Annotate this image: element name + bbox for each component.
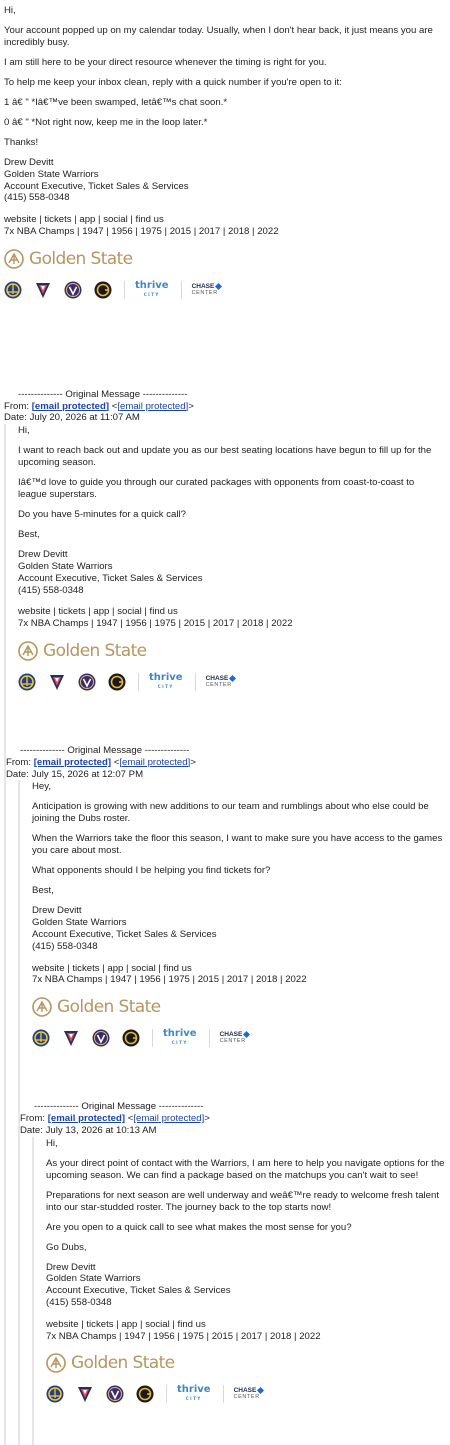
paragraph: As your direct point of contact with the Warriors, I am here to help you navigate options for the upcoming season. We can find a package based on the matchups you can't wait to see!	[46, 1157, 445, 1181]
original-separator: -------------- Original Message --------------	[18, 388, 188, 400]
champs-line: 7x NBA Champs | 1947 | 1956 | 1975 | 2015 | 2017 | 2018 | 2022	[46, 1330, 321, 1342]
sender-name: Drew Devitt	[18, 549, 68, 561]
paragraph: Your account popped up on my calendar today. Usually, when I don't hear back, it just means you are incredibly busy.	[4, 25, 433, 48]
greeting: Hi,	[18, 425, 30, 437]
signature	[32, 905, 445, 1049]
chase-text: CHASE	[191, 282, 215, 290]
signature	[4, 157, 445, 301]
brand-logos	[18, 671, 445, 693]
santa-cruz-warriors-icon[interactable]	[48, 673, 66, 691]
logo-divider	[209, 1029, 210, 1047]
golden-state-wordmark	[32, 996, 445, 1018]
date-label: Date:	[20, 1124, 43, 1136]
wordmark-text: Golden State	[71, 1353, 175, 1374]
greeting: Hey,	[32, 781, 52, 793]
brand-logos	[32, 1027, 445, 1049]
signature-block	[46, 1262, 445, 1309]
logo-divider	[195, 673, 196, 691]
center-text: CENTER	[219, 1038, 246, 1045]
message-date: July 15, 2026 at 12:07 PM	[31, 768, 144, 780]
wordmark-text: Golden State	[43, 640, 147, 661]
original-header: -------------- Original Message -------------- From: [email protected] <[email protected]> Date: July 15, 2026 at 12:07 PM	[18, 745, 445, 780]
golden-guardians-icon[interactable]	[108, 673, 126, 691]
chase-octagon-icon	[257, 1387, 264, 1394]
thrive-city-logo[interactable]	[149, 673, 183, 691]
logo-divider	[223, 1385, 224, 1403]
santa-cruz-warriors-icon[interactable]	[62, 1029, 80, 1047]
signature-block	[32, 905, 445, 952]
paragraph: Preparations for next season are well underway and weâ€™re ready to welcome fresh talent into our star-studded roster. The journey back to the top starts now!	[46, 1189, 440, 1213]
sender-org: Golden State Warriors	[46, 1273, 141, 1285]
chase-center-logo[interactable]	[206, 675, 236, 689]
from-label: From:	[4, 400, 30, 412]
brand-logos	[4, 279, 445, 301]
champs-line: 7x NBA Champs | 1947 | 1956 | 1975 | 2015 | 2017 | 2018 | 2022	[32, 974, 307, 986]
quoted-message	[32, 1137, 445, 1445]
golden-guardians-icon[interactable]	[122, 1029, 140, 1047]
sender-phone: (415) 558-0348	[32, 940, 98, 952]
santa-cruz-warriors-icon[interactable]	[76, 1385, 94, 1403]
golden-state-emblem-icon	[46, 1353, 66, 1373]
champs-line: 7x NBA Champs | 1947 | 1956 | 1975 | 2015 | 2017 | 2018 | 2022	[4, 225, 279, 237]
from-label: From:	[6, 756, 32, 768]
paragraph: I want to reach back out and update you as our best seating locations have begun to fill up for the upcoming season.	[18, 445, 432, 469]
valkyries-logo-icon[interactable]	[92, 1029, 110, 1047]
email-link[interactable]: [email protected]	[117, 400, 189, 412]
signature	[18, 549, 445, 693]
thrive-city-logo[interactable]	[163, 1029, 197, 1047]
paragraph: Iâ€™d love to guide you through our curated packages with opponents from coast-to-coast to league superstars.	[18, 477, 415, 501]
logo-divider	[166, 1385, 167, 1403]
original-separator: -------------- Original Message --------------	[20, 744, 190, 756]
golden-state-wordmark	[4, 248, 445, 270]
quoted-message	[18, 780, 445, 1445]
link-row[interactable]: website | tickets | app | social | find us	[32, 962, 192, 974]
link-row[interactable]: website | tickets | app | social | find us	[4, 214, 164, 226]
signature-links	[18, 606, 445, 630]
warriors-logo-icon[interactable]	[46, 1385, 64, 1403]
greeting: Hi,	[46, 1137, 58, 1149]
signature	[46, 1262, 445, 1406]
center-text: CENTER	[205, 681, 232, 688]
original-header: -------------- Original Message -------------- From: [email protected] <[email protected]> Date: July 20, 2026 at 11:07 AM	[4, 389, 445, 424]
email-link[interactable]: [email protected]	[119, 756, 191, 768]
message-date: July 13, 2026 at 10:13 AM	[45, 1124, 157, 1136]
chase-octagon-icon	[229, 675, 236, 682]
message-date: July 20, 2026 at 11:07 AM	[29, 412, 140, 424]
champs-line: 7x NBA Champs | 1947 | 1956 | 1975 | 2015 | 2017 | 2018 | 2022	[18, 618, 293, 630]
date-label: Date:	[6, 768, 29, 780]
paragraph: Thanks!	[4, 137, 39, 148]
logo-divider	[124, 281, 125, 299]
sender-phone: (415) 558-0348	[46, 1296, 112, 1308]
sender-phone: (415) 558-0348	[18, 584, 84, 596]
valkyries-logo-icon[interactable]	[78, 673, 96, 691]
warriors-logo-icon[interactable]	[32, 1029, 50, 1047]
sender-org: Golden State Warriors	[4, 168, 99, 180]
wordmark-text: Golden State	[29, 248, 133, 269]
top-message	[4, 5, 445, 301]
paragraph: Best,	[18, 529, 40, 541]
sender-title: Account Executive, Ticket Sales & Services	[18, 572, 203, 584]
thrive-city-text: CITY	[171, 1040, 188, 1046]
chase-octagon-icon	[243, 1031, 250, 1038]
santa-cruz-warriors-icon[interactable]	[34, 281, 52, 299]
signature-links	[46, 1319, 445, 1343]
thrive-city-logo[interactable]	[135, 281, 169, 299]
paragraph: What opponents should I be helping you find tickets for?	[32, 865, 271, 877]
email-link[interactable]: [email protected]	[31, 400, 110, 412]
valkyries-logo-icon[interactable]	[64, 281, 82, 299]
paragraph: Anticipation is growing with new additions to our team and rumblings about who else could be joining the Dubs roster.	[32, 801, 429, 825]
chase-center-logo[interactable]	[234, 1387, 264, 1401]
center-text: CENTER	[191, 289, 218, 296]
thrive-city-text: CITY	[143, 291, 160, 297]
signature-block	[18, 549, 445, 596]
paragraph: I am still here to be your direct resource whenever the timing is right for you.	[4, 57, 327, 68]
signature-links	[4, 214, 445, 238]
greeting: Hi,	[4, 5, 16, 16]
warriors-logo-icon[interactable]	[18, 673, 36, 691]
paragraph: To help me keep your inbox clean, reply with a quick number if you're open to it:	[4, 77, 342, 88]
sender-phone: (415) 558-0348	[4, 192, 70, 204]
golden-state-wordmark	[18, 640, 445, 662]
thrive-city-text: CITY	[157, 683, 174, 689]
logo-divider	[181, 281, 182, 299]
signature-links	[32, 963, 445, 987]
sender-name: Drew Devitt	[32, 905, 82, 917]
paragraph: 1 â€ " *Iâ€™ve been swamped, letâ€™s chat soon.*	[4, 97, 228, 108]
email-link[interactable]: [email protected]	[33, 756, 112, 768]
chase-octagon-icon	[215, 283, 222, 290]
golden-state-wordmark	[46, 1352, 445, 1374]
sender-org: Golden State Warriors	[18, 560, 113, 572]
logo-divider	[138, 673, 139, 691]
sender-title: Account Executive, Ticket Sales & Services	[32, 928, 217, 940]
thrive-text: thrive	[163, 1028, 197, 1040]
link-row[interactable]: website | tickets | app | social | find us	[18, 606, 178, 618]
paragraph: Go Dubs,	[46, 1241, 87, 1253]
golden-guardians-icon[interactable]	[94, 281, 112, 299]
thrive-text: thrive	[149, 671, 183, 683]
chase-center-logo[interactable]	[220, 1031, 250, 1045]
original-separator: -------------- Original Message --------------	[34, 1101, 204, 1113]
thrive-text: thrive	[135, 279, 169, 291]
logo-divider	[152, 1029, 153, 1047]
signature-block	[4, 157, 445, 204]
sender-title: Account Executive, Ticket Sales & Services	[46, 1285, 231, 1297]
sender-name: Drew Devitt	[4, 157, 54, 168]
date-label: Date:	[4, 412, 27, 424]
brand-logos	[46, 1383, 445, 1405]
from-label: From:	[20, 1112, 46, 1124]
link-row[interactable]: website | tickets | app | social | find us	[46, 1318, 206, 1330]
quoted-message	[4, 424, 445, 1445]
chase-center-logo[interactable]	[192, 283, 222, 297]
paragraph: Are you open to a quick call to see what makes the most sense for you?	[46, 1221, 352, 1233]
warriors-logo-icon[interactable]	[4, 281, 22, 299]
sender-org: Golden State Warriors	[32, 917, 127, 929]
valkyries-logo-icon[interactable]	[106, 1385, 124, 1403]
chase-text: CHASE	[219, 1031, 243, 1039]
chase-text: CHASE	[205, 674, 229, 682]
email-link[interactable]: [email protected]	[47, 1112, 126, 1124]
paragraph: Best,	[32, 885, 54, 897]
center-text: CENTER	[233, 1394, 260, 1401]
sender-name: Drew Devitt	[46, 1261, 96, 1273]
wordmark-text: Golden State	[57, 997, 161, 1018]
paragraph: When the Warriors take the floor this season, I want to make sure you have access to the games you care about most.	[32, 833, 443, 857]
thrive-city-text: CITY	[185, 1396, 202, 1402]
sender-title: Account Executive, Ticket Sales & Services	[4, 180, 189, 192]
golden-state-emblem-icon	[4, 249, 24, 269]
thrive-city-logo[interactable]	[177, 1385, 211, 1403]
original-header: -------------- Original Message -------------- From: [email protected] <[email protected]> Date: July 13, 2026 at 10:13 AM	[32, 1101, 445, 1136]
golden-guardians-icon[interactable]	[136, 1385, 154, 1403]
chase-text: CHASE	[233, 1387, 257, 1395]
thrive-text: thrive	[177, 1384, 211, 1396]
golden-state-emblem-icon	[32, 997, 52, 1017]
paragraph: Do you have 5-minutes for a quick call?	[18, 509, 186, 521]
email-link[interactable]: [email protected]	[133, 1112, 205, 1124]
golden-state-emblem-icon	[18, 641, 38, 661]
paragraph: 0 â€ " *Not right now, keep me in the loop later.*	[4, 117, 208, 128]
